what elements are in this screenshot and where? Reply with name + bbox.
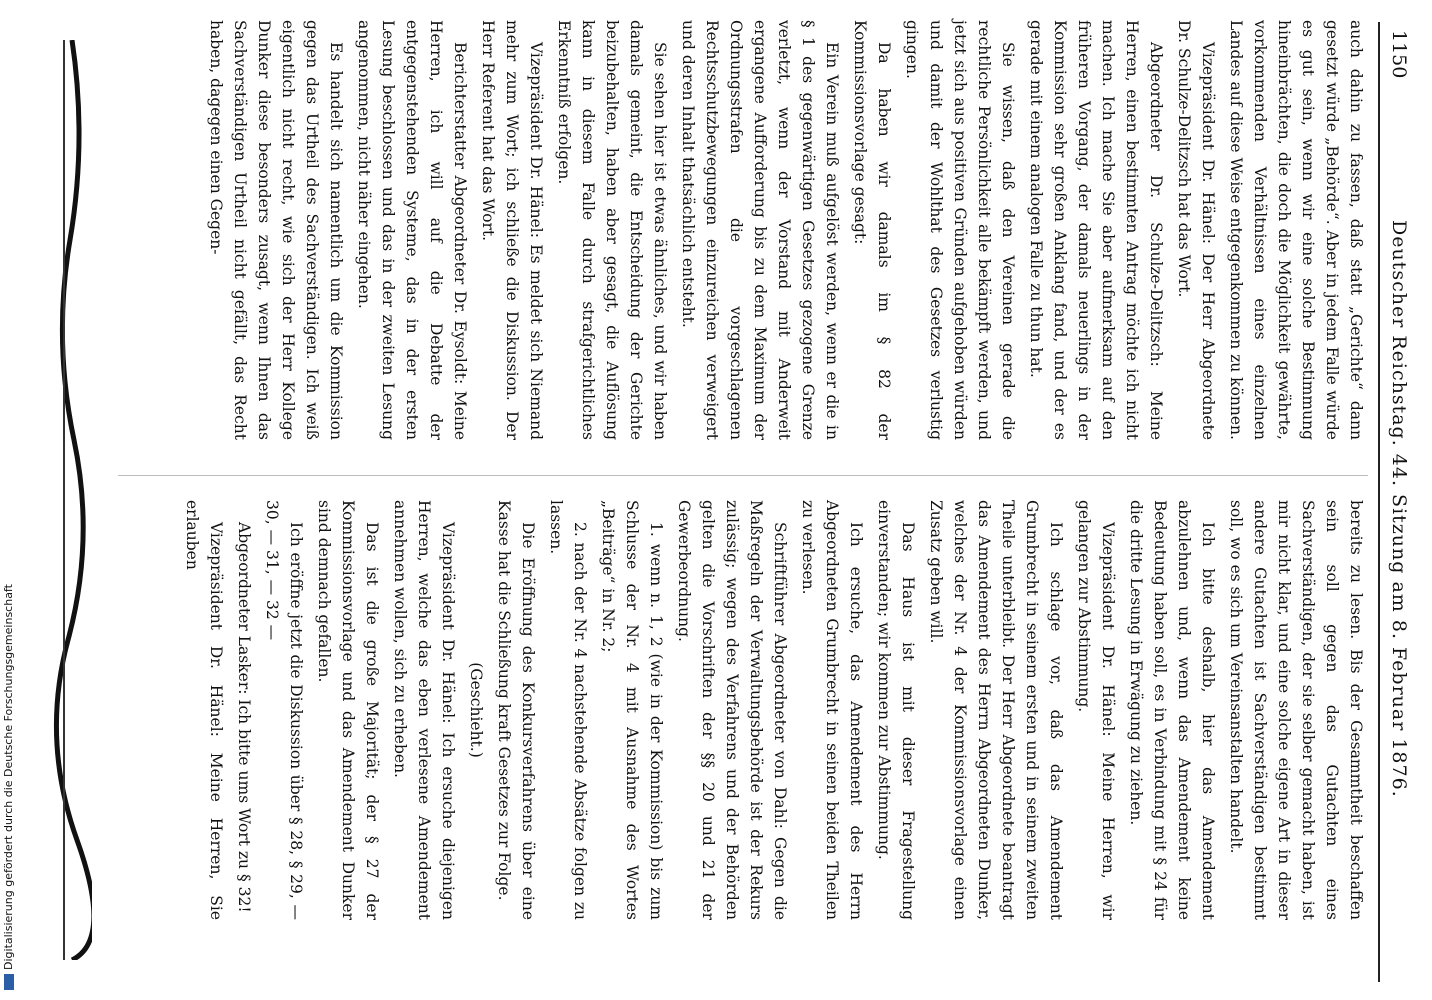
paragraph: auch dahin zu fassen, daß statt „Gerichte“ dann gesetzt würde „Behörde“. Aber in jedem Falle würde es gut sein, wenn wir eine solche Bestimmung hineinbrächten, die doch die Möglichkeit gewährte, vorkommenden Verhältnissen eines einzelnen Landes auf diese Weise entgegenkommen zu können.: [1227, 20, 1365, 440]
paragraph: Es handelt sich namentlich um die Kommission gegen das Urtheil des Sachverständigen. Ich weiß eigentlich nicht recht, wie sich der Herr Kollege Dunker diese besonders zusagt, wenn Ihnen das Sachverständigen Urtheil nicht gefällt, das Recht haben, dagegen einen Gegen-: [207, 20, 345, 440]
paragraph: Vizepräsident Dr. Hänel: Der Herr Abgeordnete Dr. Schulze-Delitzsch hat das Wort.: [1175, 20, 1217, 440]
right-column: [176, 500, 1368, 920]
paragraph: Ich ersuche, das Amendement des Herrn Abgeordneten Grumbrecht in seinen beiden Theilen zu verlesen.: [799, 500, 865, 920]
paragraph: Vizepräsident Dr. Hänel: Meine Herren, Sie erlauben: [183, 500, 225, 920]
paragraph: bereits zu lesen. Bis der Gesammtheit beschaffen sein soll gegen das Gutachten eines Sachverständigen, der sie selber gemacht haben, ist mir nicht klar, und eine solche eigene Art in dieser andere Gutachten ist Sachverständigen bestimmt soll, wo es sich um Vereinsanstalten handelt.: [1227, 500, 1365, 920]
paragraph: Vizepräsident Dr. Hänel: Meine Herren, wir gelangen zur Abstimmung.: [1075, 500, 1117, 920]
credit-label: Digitalisierung gefördert durch die Deutsche Forschungsgemeinschaft: [2, 584, 15, 970]
paragraph: Ich bitte deshalb, hier das Amendement abzulehnen und, wenn das Amendement keine Bedeutung haben soll, es in Verbindung mit § 24 für die dritte Lesung in Erwägung zu ziehen.: [1127, 500, 1217, 920]
paragraph: Das Haus ist mit dieser Fragestellung einverstanden; wir kommen zur Abstimmung.: [875, 500, 917, 920]
scan-edge-artifact: [52, 40, 92, 960]
paragraph: Sie sehen hier ist etwas ähnliches, und wir haben damals gemeint, die Entscheidung der Gerichte beizubehalten, haben aber gesagt, die Auflösung kann in diesem Falle durch strafgerichtliches Erkenntniß erfolgen.: [555, 20, 669, 440]
paragraph: Schriftführer Abgeordneter von Dahl: Gegen die Maßregeln der Verwaltungsbehörde ist der Rekurs zulässig; wegen des Verfahrens und der Behörden gelten die Vorschriften der §§ 20 und 21 der Gewerbeordnung.: [675, 500, 789, 920]
paragraph: Abgeordneter Dr. Schulze-Delitzsch: Meine Herren, einen bestimmten Antrag möchte ich nicht machen. Ich mache Sie aber aufmerksam auf den früheren Vorgang, der damals neuerlings in der Kommission sehr großen Anklang fand, und der es gerade mit einem analogen Falle zu thun hat.: [1027, 20, 1165, 440]
page-header: [1384, 30, 1410, 930]
paragraph: Das ist die große Majorität; der § 27 der Kommissionsvorlage und das Amendement Dunker sind demnach gefallen.: [315, 500, 381, 920]
paragraph: Vizepräsident Dr. Hänel: Ich ersuche diejenigen Herren, welche das eben verlesene Amendement annehmen wollen, sich zu erheben.: [391, 500, 457, 920]
page-number: 1150: [1388, 30, 1410, 79]
paragraph: Abgeordneter Lasker: Ich bitte ums Wort zu § 32!: [235, 522, 253, 913]
paragraph: (Geschieht.): [467, 662, 485, 758]
paragraph: Da haben wir damals im § 82 der Kommissionsvorlage gesagt:: [851, 20, 893, 440]
credit-text: [2, 90, 16, 990]
page-title: Deutscher Reichstag. 44. Sitzung am 8. Februar 1876.: [1388, 220, 1410, 798]
credit-strip: [0, 0, 18, 1000]
paragraph: Die Eröffnung des Konkursverfahrens über eine Kasse hat die Schließung kraft Gesetzes zur Folge.: [495, 500, 537, 920]
dfg-logo-icon: [4, 974, 14, 990]
paragraph: Ich schlage vor, daß das Amendement Grumbrecht in seinem ersten und in seinem zweiten Theile unterbleibt. Der Herr Abgeordnete beantragt das Amendement des Herrn Abgeordneten Dunker, welches der Nr. 4 der Kommissionsvorlage einen Zusatz geben will.: [927, 500, 1065, 920]
paragraph: Vizepräsident Dr. Hänel: Es meldet sich Niemand mehr zum Wort; ich schließe die Diskussion. Der Herr Referent hat das Wort.: [479, 20, 545, 440]
column-divider: [118, 475, 1368, 476]
paragraph: Berichterstatter Abgeordneter Dr. Eysoldt: Meine Herren, ich will auf die Debatte der entgegenstehenden Systeme, das in der ersten Lesung beschlossen und das in der zweiten Lesung angenommen, nicht näher eingehen.: [355, 20, 469, 440]
paragraph: Ich eröffne jetzt die Diskussion über § 28, § 29, — 30, — 31, — 32 —: [263, 500, 305, 920]
paragraph: Sie wissen, daß den Vereinen gerade die rechtliche Persönlichkeit alle bekämpft werden, und jetzt sich aus positiven Gründen aufgehoben würden und damit der Wohlthat des Gesetzes verlustig gingen.: [903, 20, 1017, 440]
left-column: [200, 20, 1368, 440]
paragraph: Ein Verein muß aufgelöst werden, wenn er die in § 1 des gegenwärtigen Gesetzes gezogene Grenze verletzt, wenn der Vorstand mit Anderweit ergangene Aufforderung bis zu dem Maximum der Ordnungsstrafen die vorgeschlagenen Rechtsschutzbewegungen einzureichen verweigert und deren Inhalt thatsächlich entsteht.: [679, 20, 841, 440]
header-rule: [1378, 22, 1380, 982]
paragraph: 1. wenn n. 1, 2 (wie in der Kommission) bis zum Schlusse der Nr. 4 mit Ausnahme des Wortes „Beiträge“ in Nr. 2;: [599, 500, 665, 920]
paragraph: 2. nach der Nr. 4 nachstehende Absätze folgen zu lassen.: [547, 500, 589, 920]
